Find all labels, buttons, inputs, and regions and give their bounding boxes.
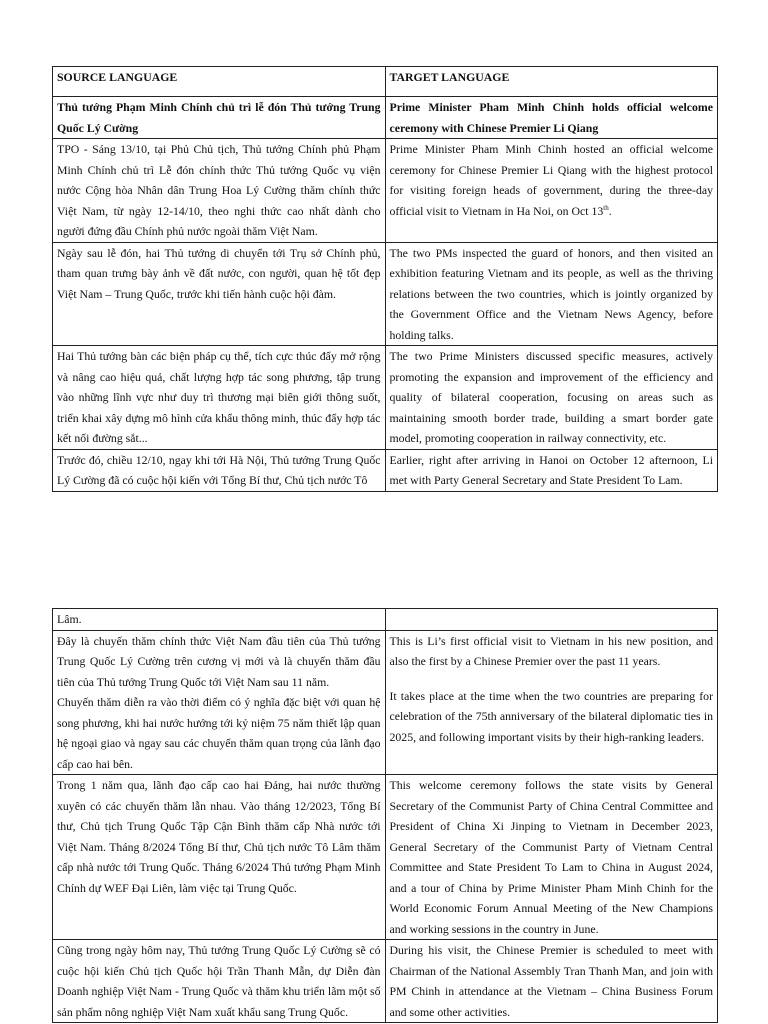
target-paragraph: It takes place at the time when the two countries are preparing for celebration of the 75th anniversary of the bilateral diplomatic ties in 2025, and following important visits by their high-ranking leaders. bbox=[389, 688, 713, 744]
target-language-header: TARGET LANGUAGE bbox=[385, 67, 718, 97]
target-paragraph: During his visit, the Chinese Premier is scheduled to meet with Chairman of the National Assembly Tran Thanh Man, and join with PM Chinh in attendance at the Vietnam – China Business Forum and some other activities. bbox=[389, 943, 713, 1019]
translation-table-part-1 bbox=[52, 66, 718, 492]
source-paragraph: Đây là chuyến thăm chính thức Việt Nam đầu tiên của Thủ tướng Trung Quốc Lý Cường trên cương vị mới và là chuyến thăm đầu tiên của Thủ tướng Trung Quốc tới Việt Nam sau 11 năm. bbox=[57, 633, 381, 689]
table-header-row bbox=[53, 67, 718, 97]
source-language-header: SOURCE LANGUAGE bbox=[53, 67, 386, 97]
target-paragraph: This is Li’s first official visit to Vietnam in his new position, and also the first by a Chinese Premier over the past 11 years. bbox=[389, 633, 713, 668]
target-cell bbox=[385, 630, 718, 775]
table-row bbox=[53, 346, 718, 450]
source-paragraph: Chuyến thăm diễn ra vào thời điểm có ý nghĩa đặc biệt với quan hệ song phương, khi hai nước hướng tới kỷ niệm 75 năm thiết lập quan hệ ngoại giao và ngay sau các chuyến thăm quan trọng của lãnh đạo cấp cao hai bên. bbox=[57, 695, 381, 771]
source-paragraph: Lâm. bbox=[57, 612, 82, 626]
target-cell bbox=[385, 609, 718, 631]
source-cell bbox=[53, 775, 386, 940]
target-cell-end: . bbox=[608, 203, 612, 218]
table-row bbox=[53, 775, 718, 940]
table-row bbox=[53, 242, 718, 346]
target-cell bbox=[385, 775, 718, 940]
table-row-title bbox=[53, 97, 718, 139]
source-title-cell: Thủ tướng Phạm Minh Chính chủ trì lễ đón Thủ tướng Trung Quốc Lý Cường bbox=[53, 97, 386, 139]
table-row bbox=[53, 449, 718, 491]
translation-table-part-2 bbox=[52, 608, 718, 1023]
source-paragraph: Trong 1 năm qua, lãnh đạo cấp cao hai Đảng, hai nước thường xuyên có các chuyến thăm lẫn nhau. Vào tháng 12/2023, Tổng Bí thư, Chủ tịch Trung Quốc Tập Cận Bình thăm cấp Nhà nước tới Việt Nam. Tháng 8/2024 Tổng Bí thư, Chủ tịch nước Tô Lâm thăm cấp nhà nước tới Trung Quốc. Tháng 6/2024 Thủ tướng Phạm Minh Chính dự WEF Đại Liên, làm việc tại Trung Quốc. bbox=[57, 778, 381, 895]
target-cell-text: Prime Minister Pham Minh Chinh hosted an official welcome ceremony for Chinese Premier Li Qiang with the highest protocol for visiting foreign heads of government, during the three-day official visit to Vietnam in Ha Noi, on Oct 13 bbox=[389, 142, 713, 218]
source-paragraph: Cũng trong ngày hôm nay, Thủ tướng Trung Quốc Lý Cường sẽ có cuộc hội kiến Chủ tịch Quốc hội Trần Thanh Mẫn, dự Diễn đàn Doanh nghiệp Việt Nam - Trung Quốc và thăm khu triển lãm một số sản phẩm nông nghiệp Việt Nam xuất khẩu sang Trung Quốc. bbox=[57, 943, 381, 1019]
paragraph-gap bbox=[390, 747, 714, 761]
target-cell: The two Prime Ministers discussed specific measures, actively promoting the expansion and improvement of the efficiency and quality of bilateral cooperation, focusing on areas such as maintaining smooth border trade, building a smart border gate model, promoting cooperation in railway connectivity, etc. bbox=[385, 346, 718, 450]
target-cell: Earlier, right after arriving in Hanoi on October 12 afternoon, Li met with Party General Secretary and State President To Lam. bbox=[385, 449, 718, 491]
paragraph-gap bbox=[390, 672, 714, 686]
source-cell: Hai Thủ tướng bàn các biện pháp cụ thể, tích cực thúc đẩy mở rộng và nâng cao hiệu quả, chất lượng hợp tác song phương, tập trung vào những lĩnh vực như duy trì thương mại biên giới thông suốt, triển khai xây dựng mô hình cửa khẩu thông minh, thúc đẩy hợp tác kết nối đường sắt... bbox=[53, 346, 386, 450]
table-row bbox=[53, 630, 718, 775]
source-cell: Ngày sau lễ đón, hai Thủ tướng di chuyển tới Trụ sở Chính phủ, tham quan trưng bày ảnh về đất nước, con người, quan hệ tốt đẹp Việt Nam – Trung Quốc, trước khi tiến hành cuộc hội đàm. bbox=[53, 242, 386, 346]
superscript-suffix: th bbox=[603, 203, 609, 212]
table-row bbox=[53, 940, 718, 1023]
target-cell: The two PMs inspected the guard of honors, and then visited an exhibition featuring Vietnam and its people, as well as the thriving relations between the two countries, which is jointly organized by the Government Office and the Vietnam News Agency, before holding talks. bbox=[385, 242, 718, 346]
source-cell bbox=[53, 630, 386, 775]
target-cell bbox=[385, 139, 718, 243]
source-cell bbox=[53, 609, 386, 631]
source-cell bbox=[53, 940, 386, 1023]
target-cell bbox=[385, 940, 718, 1023]
table-row-continuation bbox=[53, 609, 718, 631]
source-cell: Trước đó, chiều 12/10, ngay khi tới Hà Nội, Thủ tướng Trung Quốc Lý Cường đã có cuộc hội kiến với Tổng Bí thư, Chủ tịch nước Tô bbox=[53, 449, 386, 491]
table-row bbox=[53, 139, 718, 243]
target-title-cell: Prime Minister Pham Minh Chinh holds official welcome ceremony with Chinese Premier Li Qiang bbox=[385, 97, 718, 139]
source-cell: TPO - Sáng 13/10, tại Phủ Chủ tịch, Thủ tướng Chính phủ Phạm Minh Chính chủ trì Lễ đón chính thức Thủ tướng Quốc vụ viện nước Cộng hòa Nhân dân Trung Hoa Lý Cường thăm chính thức Việt Nam, từ ngày 12-14/10, theo nghi thức cao nhất dành cho người đứng đầu Chính phủ nước ngoài thăm Việt Nam. bbox=[53, 139, 386, 243]
target-paragraph: This welcome ceremony follows the state visits by General Secretary of the Communist Party of China Central Committee and President of China Xi Jinping to Vietnam in December 2023, General Secretary of the Communist Party of Vietnam Central Committee and State President To Lam to China in August 2024, and a tour of China by Prime Minister Pham Minh Chinh for the World Economic Forum Annual Meeting of the New Champions and working sessions in the country in June. bbox=[389, 778, 713, 936]
